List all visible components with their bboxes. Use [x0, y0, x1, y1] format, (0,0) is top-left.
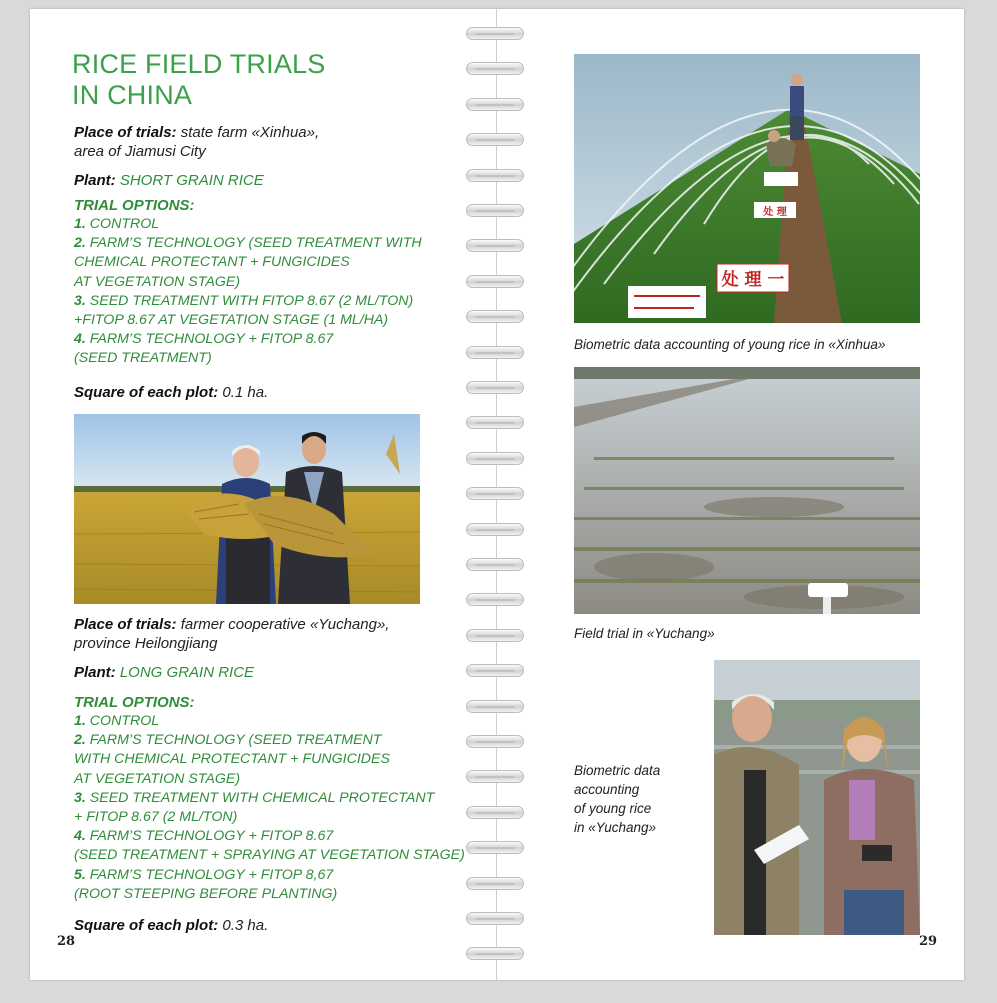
place-value-line2: province Heilongjiang: [74, 635, 218, 652]
spiral-ring: [466, 841, 524, 854]
spiral-ring: [466, 381, 524, 394]
brochure-spread: [30, 9, 964, 980]
spiral-ring: [466, 947, 524, 960]
options-title: TRIAL OPTIONS:: [74, 694, 195, 711]
spiral-binding: [464, 9, 528, 980]
spiral-ring: [466, 239, 524, 252]
spiral-ring: [466, 735, 524, 748]
place-label: Place of trials:: [74, 616, 177, 633]
spiral-ring: [466, 310, 524, 323]
spiral-ring: [466, 629, 524, 642]
place-value-line2: area of Jiamusi City: [74, 143, 206, 160]
trial1-option-4: 4. FARM’S TECHNOLOGY + FITOP 8.67 (SEED TREATMENT): [74, 331, 334, 367]
sign-large-text: 处 理 一: [721, 270, 785, 290]
spiral-ring: [466, 133, 524, 146]
spiral-ring: [466, 558, 524, 571]
spiral-ring: [466, 275, 524, 288]
square-label: Square of each plot:: [74, 917, 219, 934]
title-line-2: IN CHINA: [72, 80, 193, 110]
trial1-option-1: 1. CONTROL: [74, 216, 160, 232]
trial2-square: [74, 916, 464, 935]
spiral-ring: [466, 204, 524, 217]
photo-men-with-rice: [74, 414, 420, 604]
plant-value: SHORT GRAIN RICE: [119, 172, 264, 189]
spiral-ring: [466, 523, 524, 536]
spiral-ring: [466, 62, 524, 75]
square-value: 0.1 ha.: [222, 384, 269, 401]
plant-value: LONG GRAIN RICE: [119, 664, 255, 681]
spiral-ring: [466, 877, 524, 890]
trial1-option-3: 3. SEED TREATMENT WITH FITOP 8.67 (2 ML/TON) +FITOP 8.67 AT VEGETATION STAGE (1 ML/HA): [74, 292, 414, 329]
square-value: 0.3 ha.: [222, 917, 269, 934]
spiral-ring: [466, 664, 524, 677]
photo-people-recording: [714, 660, 920, 935]
trial1-plant: [74, 171, 464, 190]
trial2-plant: [74, 663, 464, 682]
place-value: farmer cooperative «Yuchang»,: [180, 616, 390, 633]
spiral-ring: [466, 487, 524, 500]
trial2-place: [74, 615, 464, 653]
spiral-ring: [466, 416, 524, 429]
trial1-options: [74, 196, 464, 369]
options-title: TRIAL OPTIONS:: [74, 197, 195, 214]
trial1-option-2: 2. FARM’S TECHNOLOGY (SEED TREATMENT WITH CHEMICAL PROTECTANT + FUNGICIDES AT VEGETATION STAGE): [74, 235, 422, 290]
place-value: state farm «Xinhua»,: [180, 124, 320, 141]
spiral-ring: [466, 700, 524, 713]
spiral-ring: [466, 98, 524, 111]
trial2-option-2: 2. FARM’S TECHNOLOGY (SEED TREATMENT WITH CHEMICAL PROTECTANT + FUNGICIDES AT VEGETATION STAGE): [74, 732, 390, 787]
caption-yuchang: Field trial in «Yuchang»: [574, 626, 715, 641]
title-line-1: RICE FIELD TRIALS: [72, 49, 326, 79]
spiral-ring: [466, 27, 524, 40]
spiral-ring: [466, 452, 524, 465]
page-title: [72, 49, 325, 111]
right-page: [497, 9, 964, 980]
trial2-option-5: 5. FARM’S TECHNOLOGY + FITOP 8,67 (ROOT STEEPING BEFORE PLANTING): [74, 866, 338, 902]
plant-label: Plant:: [74, 172, 116, 189]
caption-yuchang-biometric: Biometric data accounting of young rice in «Yuchang»: [574, 763, 661, 835]
spiral-ring: [466, 593, 524, 606]
spiral-ring: [466, 169, 524, 182]
square-label: Square of each plot:: [74, 384, 219, 401]
trial2-option-1: 1. CONTROL: [74, 713, 160, 729]
spiral-ring: [466, 806, 524, 819]
trial2-option-4: 4. FARM’S TECHNOLOGY + FITOP 8.67 (SEED TREATMENT + SPRAYING AT VEGETATION STAGE): [74, 828, 465, 864]
spiral-ring: [466, 770, 524, 783]
plant-label: Plant:: [74, 664, 116, 681]
photo-flooded-field: [574, 367, 920, 614]
spiral-ring: [466, 346, 524, 359]
trial2-option-3: 3. SEED TREATMENT WITH CHEMICAL PROTECTANT + FITOP 8.67 (2 ML/TON): [74, 789, 435, 826]
page-number-left: 28: [57, 934, 76, 949]
trial1-square: [74, 383, 464, 402]
trial2-options: [74, 693, 474, 904]
sign-small-text: 处 理: [763, 207, 787, 218]
caption-xinhua: Biometric data accounting of young rice in «Xinhua»: [574, 337, 886, 352]
trial1-place: [74, 123, 464, 161]
left-page: [30, 9, 497, 980]
photo-greenhouse: [574, 54, 920, 323]
place-label: Place of trials:: [74, 124, 177, 141]
spiral-ring: [466, 912, 524, 925]
page-number-right: 29: [919, 934, 938, 949]
